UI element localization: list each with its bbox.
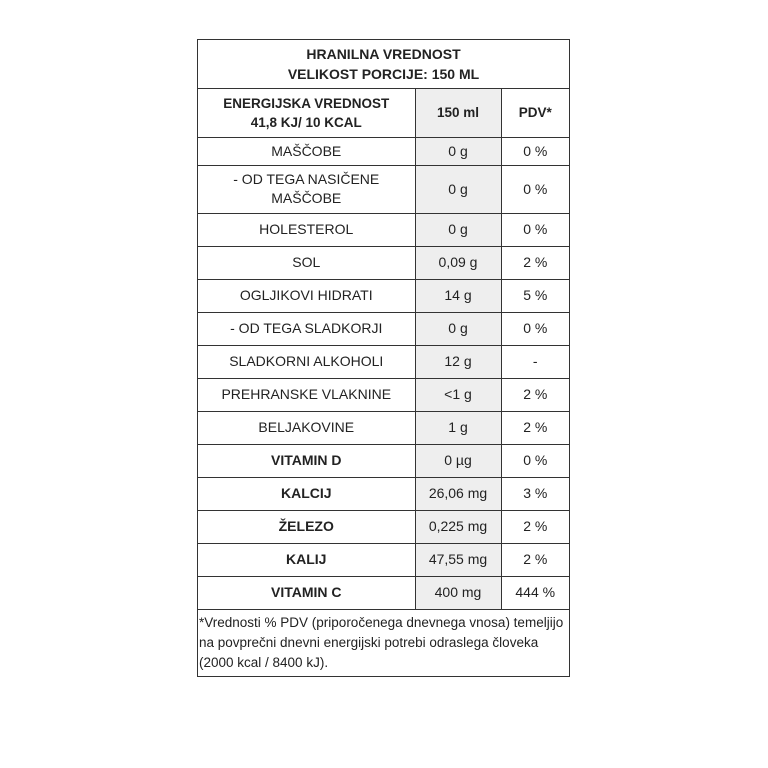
table-header-row (198, 89, 569, 137)
nutrient-amount: 1 g (415, 411, 501, 444)
table-row (198, 137, 569, 165)
nutrient-amount: 0 g (415, 137, 501, 165)
table-row (198, 213, 569, 246)
nutrient-pdv: 444 % (501, 576, 569, 609)
nutrient-name: VITAMIN D (198, 444, 415, 477)
nutrient-amount: 0,225 mg (415, 510, 501, 543)
nutrient-pdv: 3 % (501, 477, 569, 510)
table-row (198, 279, 569, 312)
nutrient-name: OGLJIKOVI HIDRATI (198, 279, 415, 312)
table-row (198, 165, 569, 213)
nutrient-amount: 0 g (415, 312, 501, 345)
energy-value: 41,8 KJ/ 10 KCAL (250, 114, 362, 130)
nutrient-name: SLADKORNI ALKOHOLI (198, 345, 415, 378)
nutrient-pdv: 2 % (501, 411, 569, 444)
nutrient-name: MAŠČOBE (198, 137, 415, 165)
nutrient-name: HOLESTEROL (198, 213, 415, 246)
nutrient-pdv: 0 % (501, 444, 569, 477)
nutrient-name: BELJAKOVINE (198, 411, 415, 444)
table-row (198, 444, 569, 477)
table-row (198, 411, 569, 444)
nutrient-pdv: 0 % (501, 137, 569, 165)
nutrient-amount: <1 g (415, 378, 501, 411)
nutrient-amount: 12 g (415, 345, 501, 378)
table-row (198, 576, 569, 609)
nutrient-amount: 0 g (415, 213, 501, 246)
amount-header: 150 ml (415, 89, 501, 137)
nutrient-amount: 26,06 mg (415, 477, 501, 510)
nutrient-name: KALIJ (198, 543, 415, 576)
nutrient-pdv: 2 % (501, 510, 569, 543)
footnote: *Vrednosti % PDV (priporočenega dnevnega vnosa) temeljijo na povprečni dnevni energijski potrebi odraslega človeka (2000 kcal / 8400 kJ). (199, 615, 564, 670)
table-row (198, 378, 569, 411)
nutrient-pdv: 2 % (501, 543, 569, 576)
nutrient-pdv: 5 % (501, 279, 569, 312)
nutrient-name: - OD TEGA SLADKORJI (198, 312, 415, 345)
nutrient-name: VITAMIN C (198, 576, 415, 609)
nutrient-pdv: 0 % (501, 312, 569, 345)
table-row (198, 312, 569, 345)
energy-header-cell (198, 89, 415, 137)
nutrient-name: KALCIJ (198, 477, 415, 510)
nutrient-amount: 0 µg (415, 444, 501, 477)
nutrient-pdv: 0 % (501, 165, 569, 213)
nutrient-name: ŽELEZO (198, 510, 415, 543)
nutrient-name: - OD TEGA NASIČENE MAŠČOBE (198, 165, 415, 213)
nutrient-amount: 14 g (415, 279, 501, 312)
table-row (198, 510, 569, 543)
nutrient-pdv: 2 % (501, 378, 569, 411)
nutrient-name: PREHRANSKE VLAKNINE (198, 378, 415, 411)
energy-label: ENERGIJSKA VREDNOST (223, 95, 390, 111)
nutrition-facts-panel (197, 39, 570, 677)
serving-size: VELIKOST PORCIJE: 150 ML (287, 66, 480, 82)
nutrient-amount: 47,55 mg (415, 543, 501, 576)
nutrition-table (198, 89, 569, 610)
table-row (198, 543, 569, 576)
pdv-header: PDV* (501, 89, 569, 137)
nutrient-pdv: - (501, 345, 569, 378)
nutrient-amount: 400 mg (415, 576, 501, 609)
table-row (198, 477, 569, 510)
nutrition-header (198, 40, 569, 89)
nutrient-pdv: 2 % (501, 246, 569, 279)
nutrient-pdv: 0 % (501, 213, 569, 246)
nutrition-title: HRANILNA VREDNOST (306, 46, 461, 62)
nutrient-amount: 0 g (415, 165, 501, 213)
nutrient-amount: 0,09 g (415, 246, 501, 279)
table-row (198, 345, 569, 378)
nutrient-name: SOL (198, 246, 415, 279)
table-row (198, 246, 569, 279)
